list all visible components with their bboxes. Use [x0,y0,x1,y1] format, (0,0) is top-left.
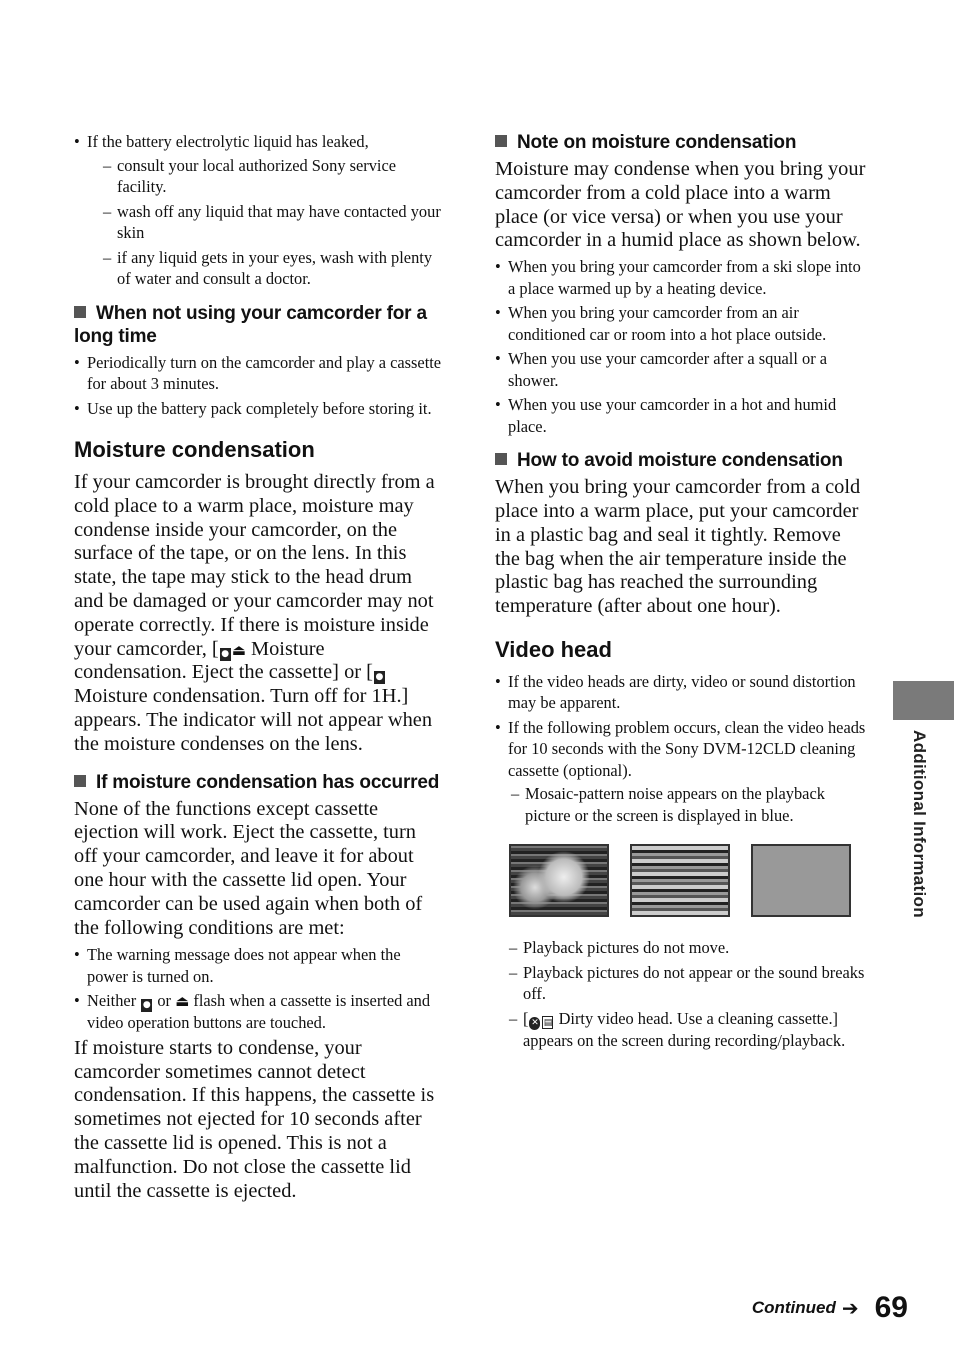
list-item: – consult your local authorized Sony service facility. [103,155,442,198]
video-head-title: Video head [495,636,612,662]
list-item: – if any liquid gets in your eyes, wash with plenty of water and consult a doctor. [103,247,442,290]
page-number: 69 [874,1291,908,1324]
chapter-label: Additional Information [910,730,929,918]
list-item: – Mosaic-pattern noise appears on the playback picture or the screen is displayed in blue. [511,783,867,826]
list-item [74,131,442,290]
video-dash-list-1 [495,783,867,826]
list-item: • When you bring your camcorder from an air conditioned car or room into a hot place outside. [495,302,867,345]
list-item: – [ ✕ ▤ Dirty video head. Use a cleaning cassette.] appears on the screen during recording/playback. [509,1008,867,1052]
avoid-heading: How to avoid moisture condensation [495,449,867,472]
cassette-icon: ▤ [543,1017,553,1028]
list-item: • Periodically turn on the camcorder and play a cassette for about 3 minutes. [74,352,442,395]
note-list [495,256,867,437]
video-head-list [495,671,867,827]
stripe-noise-image [630,844,730,917]
battery-list [74,131,442,290]
square-bullet-icon [74,306,86,318]
list-item: • Neither ● or ⏏ flash when a cassette is inserted and video operation buttons are touched. [74,990,442,1034]
list-item: – Playback pictures do not appear or the sound breaks off. [509,962,867,1005]
moisture-paragraph: If your camcorder is brought directly from a cold place to a warm place, moisture may condense inside your camcorder, on the surface of the tape, or on the lens. In this state, the tape may stick to the head drum and be damaged or your camcorder may not operate correctly. If there is moisture inside your camcorder, [ ● ⏏ Moisture condensation. Eject the cassette] or [ ● Moisture condensation. Turn off for 1H.] appears. The indicator will not appear when the moisture condenses on the lens. [74,471,435,755]
occurred-heading: If moisture condensation has occurred [74,771,442,794]
battery-dash-list [87,155,442,290]
list-item: – Playback pictures do not move. [509,937,867,959]
list-item: • When you use your camcorder after a squall or a shower. [495,348,867,391]
eject-icon: ⏏ [175,992,190,1011]
note-heading: Note on moisture condensation [495,131,867,154]
list-item: • The warning message does not appear when the power is turned on. [74,944,442,987]
moisture-indicator-icon: ● [142,1000,151,1011]
chapter-tab [893,681,954,720]
page-footer [752,1291,908,1325]
final-paragraph: If moisture starts to condense, your camcorder sometimes cannot detect condensation. If this happens, the cassette is sometimes not ejected for 10 seconds after the cassette lid is opened. This is not a malfunction. Do not close the cassette lid until the cassette is ejected. [74,1036,435,1202]
list-item: • When you bring your camcorder from a ski slope into a place warmed up by a heating device. [495,256,867,299]
square-bullet-icon [495,453,507,465]
moisture-section-title: Moisture condensation [74,437,315,462]
moisture-indicator-icon: ● [375,672,384,683]
right-column [495,131,867,1054]
list-item: • Use up the battery pack completely before storing it. [74,398,442,420]
dirty-head-icon: ✕ [531,1017,539,1028]
continued-label: Continued [751,1298,836,1317]
list-item: • If the video heads are dirty, video or sound distortion may be apparent. [495,671,867,714]
eject-icon: ⏏ [231,640,246,659]
left-column [74,131,442,1203]
arrow-right-icon: ➔ [841,1296,859,1320]
square-bullet-icon [74,775,86,787]
not-using-heading: When not using your camcorder for a long time [74,302,427,347]
mosaic-noise-image [509,844,609,917]
battery-bullet-text: If the battery electrolytic liquid has leaked, [87,132,369,151]
list-item: • When you use your camcorder in a hot and humid place. [495,394,867,437]
avoid-paragraph: When you bring your camcorder from a cold place into a warm place, put your camcorder in a plastic bag and seal it tightly. Remove the bag when the air temperature inside the plastic bag has reached the surrounding temperature (after about one hour). [495,476,861,618]
square-bullet-icon [495,135,507,147]
not-using-list [74,352,442,420]
video-dash-list-2 [495,937,867,1051]
example-images [509,844,867,917]
occurred-paragraph: None of the functions except cassette ejection will work. Eject the cassette, turn off your camcorder, and leave it for about one hour with the cassette lid open. Your camcorder can be used again when both of the following conditions are met: [74,797,423,939]
note-paragraph: Moisture may condense when you bring your camcorder from a cold place into a warm place (or vice versa) or when you use your camcorder in a humid place as shown below. [495,158,866,252]
list-item: – wash off any liquid that may have contacted your skin [103,201,442,244]
conditions-list [74,944,442,1034]
blue-screen-image [751,844,851,917]
moisture-indicator-icon: ● [221,648,230,659]
list-item: • If the following problem occurs, clean the video heads for 10 seconds with the Sony DVM-12CLD cleaning cassette (optional). – Mosaic-pattern noise appears on the playback picture or the screen is displayed in blue. [495,717,867,827]
